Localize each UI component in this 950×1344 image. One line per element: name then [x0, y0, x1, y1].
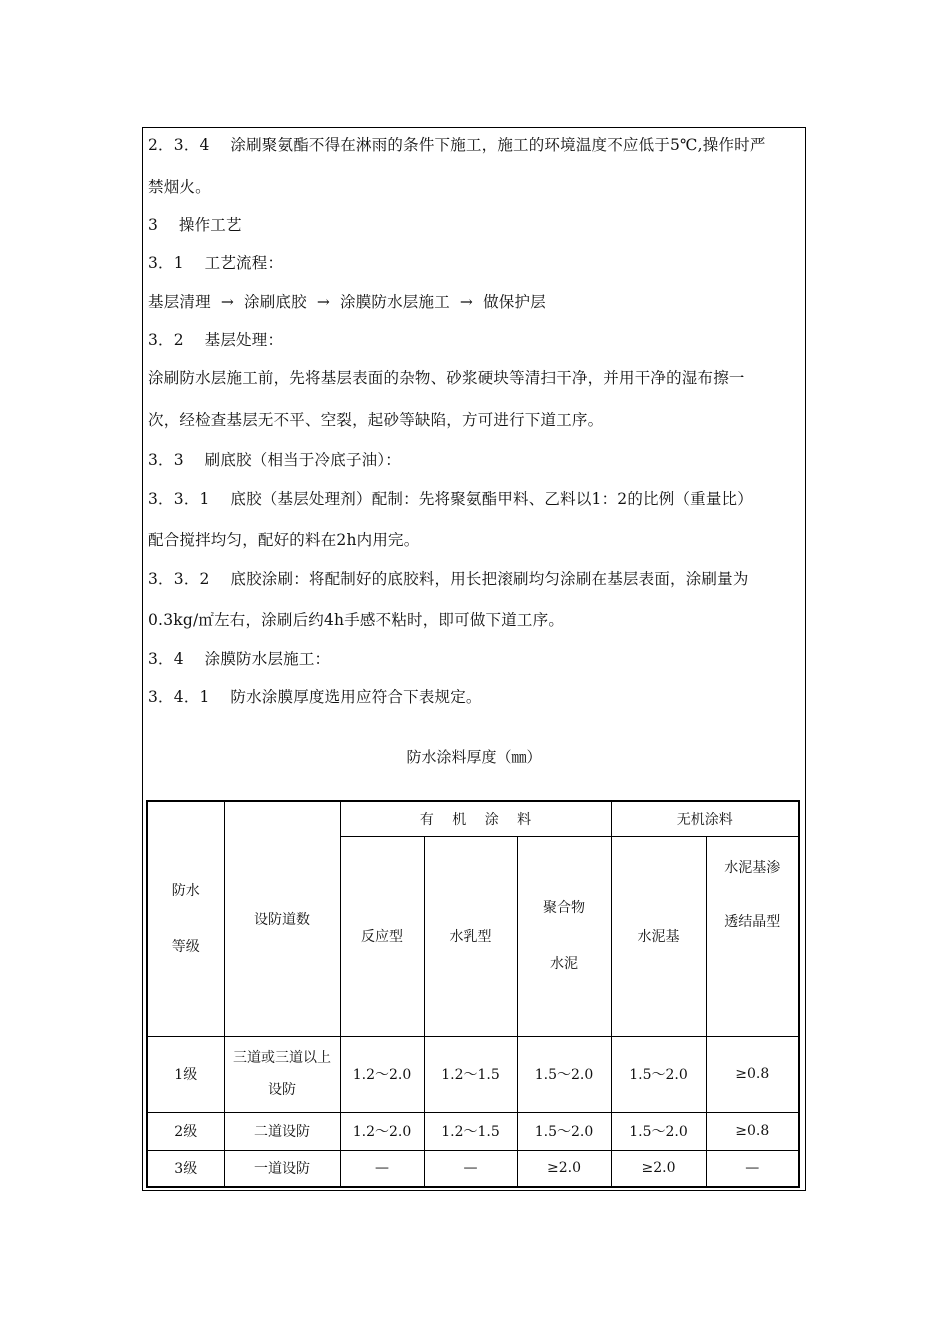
text-line: 3．3．1 底胶（基层处理剂）配制：先将聚氨酯甲料、乙料以1：2的比例（重量比） — [148, 490, 753, 508]
table-row — [147, 1150, 799, 1187]
heading-text: 3．3 刷底胶（相当于冷底子油）： — [148, 451, 402, 469]
paragraph-2-3-4 — [148, 133, 799, 207]
cell-value: 1.2～2.0 — [340, 1112, 424, 1150]
cell-value: ≥0.8 — [706, 1112, 799, 1150]
table-title: 防水涂料厚度（㎜） — [406, 748, 542, 766]
cell-grade: 3级 — [147, 1150, 224, 1187]
cell-value: 1.2～1.5 — [424, 1112, 517, 1150]
header-reactive: 反应型 — [340, 836, 424, 1036]
header-organic: 有 机 涂 料 — [340, 801, 611, 836]
flow-step: 涂膜防水层施工 — [340, 293, 450, 311]
cell-value: ≥2.0 — [611, 1150, 706, 1187]
header-grade — [147, 801, 224, 1036]
arrow-icon: → — [459, 293, 474, 311]
header-text: 防水 — [171, 882, 200, 899]
heading-text: 3．1 工艺流程： — [148, 254, 284, 272]
flow-step: 基层清理 — [148, 293, 211, 311]
cell-value: 1.5～2.0 — [517, 1036, 611, 1112]
header-text: 水泥基渗 — [724, 859, 781, 876]
cell-value: — — [340, 1150, 424, 1187]
text-line: 3．4．1 防水涂膜厚度选用应符合下表规定。 — [148, 688, 482, 706]
cell-value: — — [706, 1150, 799, 1187]
cell-layers: 二道设防 — [224, 1112, 340, 1150]
table-header-row — [147, 801, 799, 836]
cell-text: 三道或三道以上 — [233, 1050, 331, 1066]
arrow-icon: → — [220, 293, 234, 311]
cell-value: ≥0.8 — [706, 1036, 799, 1112]
thickness-table — [146, 800, 800, 1188]
header-text: 等级 — [171, 938, 200, 955]
cell-text: 设防 — [268, 1082, 296, 1098]
text-line: 2．3．4 涂刷聚氨酯不得在淋雨的条件下施工，施工的环境温度不应低于5℃,操作时严 — [148, 136, 766, 154]
text-line: 3．3．2 底胶涂刷：将配制好的底胶料，用长把滚刷均匀涂刷在基层表面，涂刷量为 — [148, 570, 749, 588]
text-line: 配合搅拌均匀，配好的料在2h内用完。 — [148, 531, 420, 549]
header-text: 聚合物 — [543, 900, 585, 916]
cell-value: 1.5～2.0 — [611, 1112, 706, 1150]
table-row — [147, 1036, 799, 1112]
header-crystal — [706, 836, 799, 1036]
cell-grade: 1级 — [147, 1036, 224, 1112]
header-inorganic: 无机涂料 — [611, 801, 799, 836]
header-polymer-cement — [517, 836, 611, 1036]
document-frame — [142, 127, 806, 1191]
text-line: 次，经检查基层无不平、空裂，起砂等缺陷，方可进行下道工序。 — [148, 411, 604, 429]
header-text: 透结晶型 — [724, 913, 781, 930]
cell-value: 1.2～1.5 — [424, 1036, 517, 1112]
cell-layers: 一道设防 — [224, 1150, 340, 1187]
cell-value: — — [424, 1150, 517, 1187]
flow-step: 涂刷底胶 — [244, 293, 307, 311]
heading-text: 3．2 基层处理： — [148, 331, 284, 349]
header-cement: 水泥基 — [611, 836, 706, 1036]
header-layers: 设防道数 — [224, 801, 340, 1036]
header-text: 水泥 — [550, 956, 578, 972]
text-line: 涂刷防水层施工前，先将基层表面的杂物、砂浆硬块等清扫干净，并用干净的湿布擦一 — [148, 369, 745, 387]
cell-layers — [224, 1036, 340, 1112]
arrow-icon: → — [316, 293, 330, 311]
cell-value: 1.5～2.0 — [611, 1036, 706, 1112]
heading-text: 3 操作工艺 — [148, 216, 242, 234]
text-line: 0.3kg/㎡左右，涂刷后约4h手感不粘时，即可做下道工序。 — [148, 611, 565, 629]
cell-grade: 2级 — [147, 1112, 224, 1150]
header-emulsion: 水乳型 — [424, 836, 517, 1036]
heading-text: 3．4 涂膜防水层施工： — [148, 650, 331, 668]
text-line: 禁烟火。 — [148, 178, 211, 196]
cell-value: 1.5～2.0 — [517, 1112, 611, 1150]
cell-value: 1.2～2.0 — [340, 1036, 424, 1112]
cell-value: ≥2.0 — [517, 1150, 611, 1187]
flow-step: 做保护层 — [483, 293, 546, 311]
table-row — [147, 1112, 799, 1150]
